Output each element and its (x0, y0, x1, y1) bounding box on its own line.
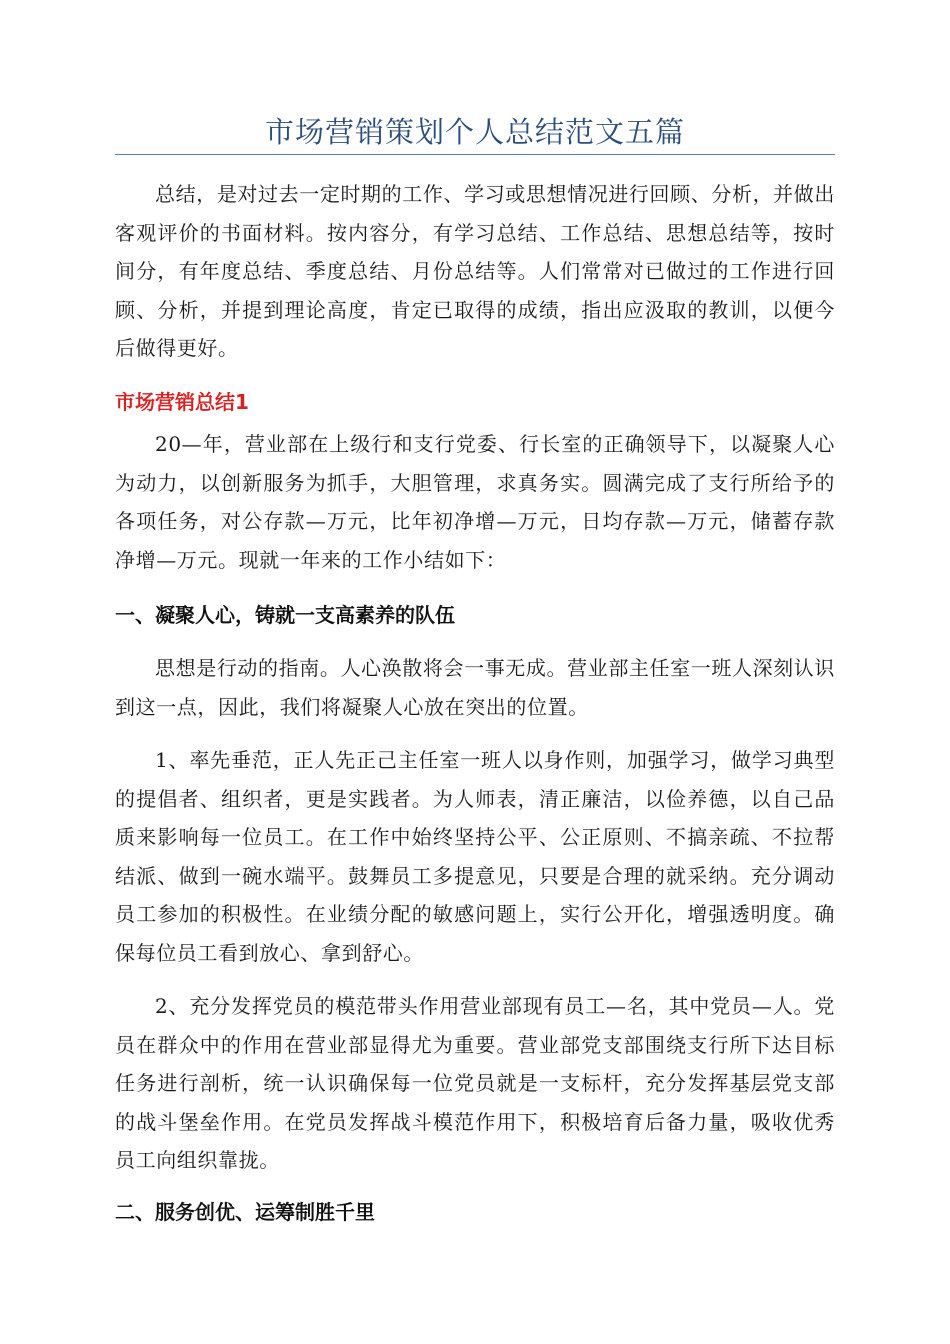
section-opening-paragraph: 20—年，营业部在上级行和支行党委、行长室的正确领导下，以凝聚人心为动力，以创新服务为抓手，大胆管理，求真务实。圆满完成了支行所给予的各项任务，对公存款—万元，比年初净增—万元，日均存款—万元，储蓄存款净增—万元。现就一年来的工作小结如下： (115, 432, 835, 572)
body-paragraph: 1、率先垂范，正人先正己主任室一班人以身作则，加强学习，做学习典型的提倡者、组织者，更是实践者。为人师表，清正廉洁，以俭养德，以自己品质来影响每一位员工。在工作中始终坚持公平、公正原则、不搞亲疏、不拉帮结派、做到一碗水端平。鼓舞员工多提意见，只要是合理的就采纳。充分调动员工参加的积极性。在业绩分配的敏感问题上，实行公开化，增强透明度。确保每位员工看到放心、拿到舒心。 (115, 748, 835, 965)
subsection-heading-1: 一、凝聚人心，铸就一支高素养的队伍 (115, 603, 455, 627)
subsection-heading-2: 二、服务创优、运筹制胜千里 (115, 1200, 375, 1224)
body-paragraph: 思想是行动的指南。人心涣散将会一事无成。营业部主任室一班人深刻认识到这一点，因此，我们将凝聚人心放在突出的位置。 (115, 656, 835, 719)
section-heading: 市场营销总结1 (115, 390, 249, 414)
title-underline (115, 154, 835, 155)
document-title: 市场营销策划个人总结范文五篇 (264, 115, 685, 149)
intro-paragraph: 总结，是对过去一定时期的工作、学习或思想情况进行回顾、分析，并做出客观评价的书面材料。按内容分，有学习总结、工作总结、思想总结等，按时间分，有年度总结、季度总结、月份总结等。人们常常对已做过的工作进行回顾、分析，并提到理论高度，肯定已取得的成绩，指出应汲取的教训，以便今后做得更好。 (115, 182, 835, 361)
body-paragraph: 2、充分发挥党员的模范带头作用营业部现有员工—名，其中党员—人。党员在群众中的作用在营业部显得尤为重要。营业部党支部围绕支行所下达目标任务进行剖析，统一认识确保每一位党员就是一支标杆，充分发挥基层党支部的战斗堡垒作用。在党员发挥战斗模范作用下，积极培育后备力量，吸收优秀员工向组织靠拢。 (115, 994, 835, 1173)
